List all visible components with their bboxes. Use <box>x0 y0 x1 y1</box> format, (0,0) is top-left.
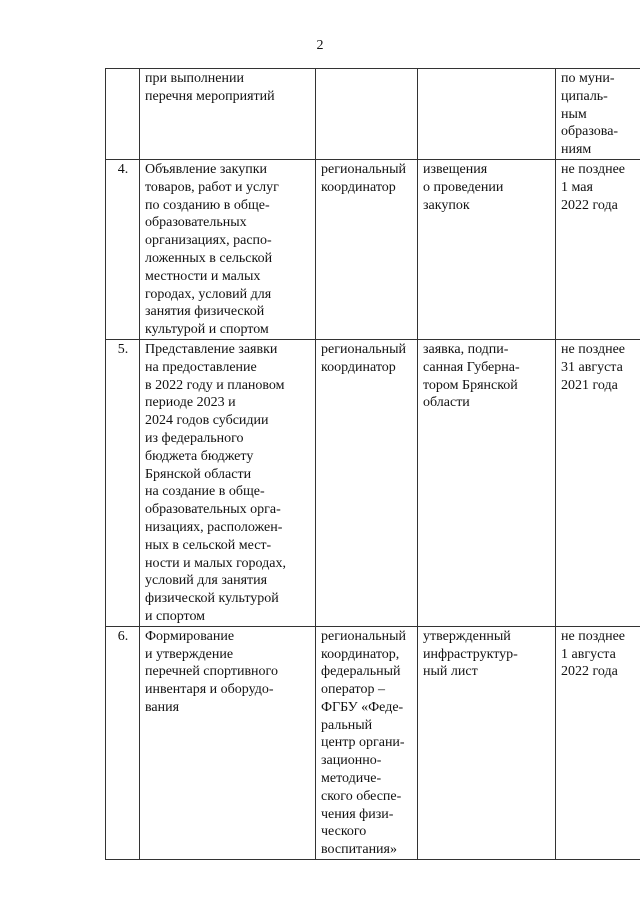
cell-line: периоде 2023 и <box>145 395 236 411</box>
cell-line: местности и малых <box>145 268 261 284</box>
cell-document <box>418 339 556 626</box>
cell-line: вания <box>145 699 180 715</box>
cell-document <box>418 69 556 160</box>
cell-line: ных в сельской мест- <box>145 537 272 553</box>
cell-line: ципаль- <box>561 88 608 104</box>
cell-line: 31 августа <box>561 359 623 375</box>
cell-line: инвентаря и оборудо- <box>145 682 274 698</box>
cell-line: санная Губерна- <box>423 359 520 375</box>
cell-line: чения физи- <box>321 806 394 822</box>
cell-line: 2022 года <box>561 197 618 213</box>
cell-line: 2022 года <box>561 664 618 680</box>
cell-line: инфраструктур- <box>423 646 518 662</box>
cell-line: извещения <box>423 161 488 177</box>
cell-line: не позднее <box>561 628 626 644</box>
table-row <box>106 69 640 160</box>
cell-line: 1 августа <box>561 646 616 662</box>
cell-line: и спортом <box>145 608 206 624</box>
cell-responsible <box>316 69 418 160</box>
cell-line: утвержденный <box>423 628 511 644</box>
cell-line: ральный <box>321 717 373 733</box>
cell-term <box>556 626 640 859</box>
cell-document <box>418 626 556 859</box>
cell-line: оператор – <box>321 682 385 698</box>
cell-responsible <box>316 626 418 859</box>
cell-number: 6. <box>106 626 140 859</box>
cell-line: о проведении <box>423 179 504 195</box>
cell-line: региональный <box>321 341 407 357</box>
cell-line: региональный <box>321 161 407 177</box>
cell-line: ный лист <box>423 664 478 680</box>
cell-line: образовательных <box>145 215 247 231</box>
cell-number <box>106 69 140 160</box>
cell-line: в 2022 году и плановом <box>145 377 285 393</box>
table-row <box>106 339 640 626</box>
cell-responsible <box>316 339 418 626</box>
cell-line: на предоставление <box>145 359 257 375</box>
cell-line: и утверждение <box>145 646 234 662</box>
cell-line: на создание в обще- <box>145 484 265 500</box>
cell-line: заявка, подпи- <box>423 341 509 357</box>
cell-line: не позднее <box>561 161 626 177</box>
cell-line: ческого <box>321 824 367 840</box>
cell-line: организациях, распо- <box>145 233 272 249</box>
cell-line: занятия физической <box>145 304 265 320</box>
cell-line: 2021 года <box>561 377 618 393</box>
cell-number: 5. <box>106 339 140 626</box>
cell-line: низациях, расположен- <box>145 519 283 535</box>
cell-event <box>140 69 316 160</box>
events-table <box>105 68 640 860</box>
cell-line: координатор <box>321 179 396 195</box>
cell-term <box>556 69 640 160</box>
cell-line: образовательных орга- <box>145 502 281 518</box>
cell-event <box>140 159 316 339</box>
cell-line: Объявление закупки <box>145 161 268 177</box>
cell-line: Брянской области <box>145 466 252 482</box>
cell-document <box>418 159 556 339</box>
cell-responsible <box>316 159 418 339</box>
cell-line: воспитания» <box>321 842 397 858</box>
cell-line: при выполнении <box>145 71 244 86</box>
cell-line: образова- <box>561 124 619 140</box>
cell-line: методиче- <box>321 771 382 787</box>
cell-line: ным <box>561 106 587 122</box>
cell-line: зационно- <box>321 753 382 769</box>
cell-line: не позднее <box>561 341 626 357</box>
cell-line: ности и малых городах, <box>145 555 286 571</box>
events-table-body <box>106 69 640 860</box>
cell-line: центр органи- <box>321 735 405 751</box>
page-number: 2 <box>316 38 324 53</box>
table-row <box>106 626 640 859</box>
cell-line: по созданию в обще- <box>145 197 270 213</box>
cell-line: 1 мая <box>561 179 593 195</box>
cell-line: по муни- <box>561 71 615 86</box>
cell-line: координатор <box>321 359 396 375</box>
cell-event <box>140 626 316 859</box>
cell-line: координатор, <box>321 646 400 662</box>
cell-event <box>140 339 316 626</box>
cell-line: условий для занятия <box>145 573 268 589</box>
cell-number: 4. <box>106 159 140 339</box>
cell-line: ниям <box>561 142 592 158</box>
cell-line: городах, условий для <box>145 286 272 302</box>
cell-line: Формирование <box>145 628 235 644</box>
cell-line: ложенных в сельской <box>145 250 273 266</box>
cell-line: региональный <box>321 628 407 644</box>
cell-line: области <box>423 395 470 411</box>
table-row <box>106 159 640 339</box>
cell-line: физической культурой <box>145 591 279 607</box>
cell-line: бюджета бюджету <box>145 448 254 464</box>
cell-line: закупок <box>423 197 470 213</box>
cell-line: федеральный <box>321 664 401 680</box>
cell-line: из федерального <box>145 430 244 446</box>
cell-line: ского обеспе- <box>321 788 402 804</box>
cell-line: перечня мероприятий <box>145 88 275 104</box>
cell-term <box>556 159 640 339</box>
cell-line: ФГБУ «Феде- <box>321 699 404 715</box>
cell-line: перечней спортивного <box>145 664 278 680</box>
cell-line: 2024 годов субсидии <box>145 413 269 429</box>
cell-term <box>556 339 640 626</box>
cell-line: культурой и спортом <box>145 322 269 338</box>
cell-line: тором Брянской <box>423 377 518 393</box>
cell-line: товаров, работ и услуг <box>145 179 279 195</box>
cell-line: Представление заявки <box>145 341 278 357</box>
